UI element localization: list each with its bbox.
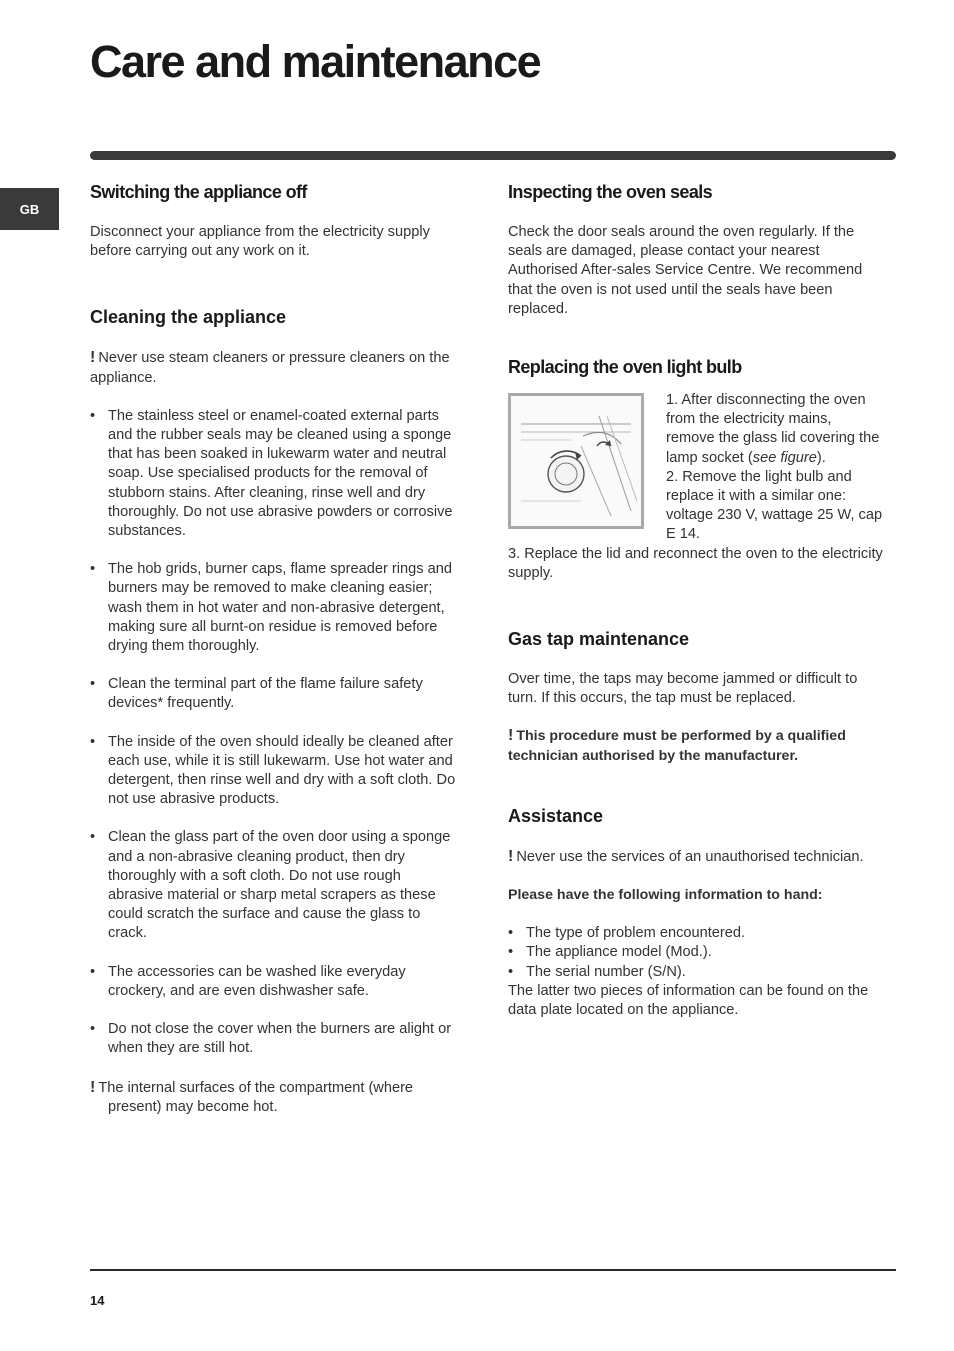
- gas-warning: ! This procedure must be performed by a qualified technician authorised by the manufacturer.: [508, 727, 846, 764]
- bullet-icon: •: [90, 829, 96, 846]
- info-heading: Please have the following information to hand:: [508, 887, 823, 904]
- list-item: • The appliance model (Mod.).: [508, 943, 884, 962]
- lamp-socket-icon: [511, 396, 641, 526]
- compartment-warning: ! The internal surfaces of the compartment (where present) may become hot.: [90, 1078, 414, 1115]
- cleaning-bullet: • The stainless steel or enamel-coated external parts and the rubber seals may be cleaned using a sponge that has been soaked in lukewarm water and neutral soap. Use specialised products for the removal of stubborn stains. After cleaning, rinse well and dry thoroughly. Do not use abrasive powders or corrosive substances.: [90, 407, 453, 540]
- bullet-icon: •: [90, 561, 96, 578]
- bullet-icon: •: [90, 1021, 96, 1038]
- bullet-icon: •: [508, 925, 514, 942]
- list-item: • The serial number (S/N).: [508, 963, 884, 982]
- bulb-step-2: 2. Remove the light bulb and replace it with a similar one: voltage 230 V, wattage 25 W, cap E 14.: [666, 468, 883, 543]
- cleaning-bullet: • The inside of the oven should ideally be cleaned after each use, while it is still lukewarm. Use hot water and detergent, then rinse well and dry with a soft cloth. Do not use abrasive products.: [90, 733, 456, 808]
- bulb-step-1: 1. After disconnecting the oven from the electricity mains, remove the glass lid covering the lamp socket (see figure).: [666, 392, 880, 466]
- warning-mark: !: [508, 847, 514, 865]
- language-tab: GB: [0, 188, 59, 230]
- page-number: 14: [90, 1293, 105, 1308]
- bottom-divider: [90, 1269, 896, 1271]
- bullet-icon: •: [508, 944, 514, 961]
- list-item: • The type of problem encountered.: [508, 924, 884, 943]
- switching-heading: Switching the appliance off: [90, 182, 307, 202]
- warning-mark: !: [90, 1078, 96, 1096]
- cleaning-bullet: • Clean the terminal part of the flame failure safety devices* frequently.: [90, 676, 423, 712]
- cleaning-bullet: • The accessories can be washed like everyday crockery, and are even dishwasher safe.: [90, 963, 406, 999]
- right-column: [508, 180, 884, 1020]
- cleaning-bullet: • The hob grids, burner caps, flame spreader rings and burners may be removed to make cleaning easier; wash them in hot water and non-abrasive detergent, making sure all burnt-on residue is removed before drying them thoroughly.: [90, 561, 452, 655]
- cleaning-bullet: • Clean the glass part of the oven door using a sponge and a non-abrasive cleaning product, then dry thoroughly with a soft cloth. Do not use rough abrasive material or sharp metal scrapers as these could scratch the surface and cause the glass to crack.: [90, 829, 451, 942]
- switching-text: Disconnect your appliance from the electricity supply before carrying out any work on it.: [90, 224, 430, 260]
- bullet-icon: •: [90, 676, 96, 693]
- gas-heading: Gas tap maintenance: [508, 629, 690, 650]
- bulb-instructions: [508, 391, 884, 545]
- bullet-icon: •: [90, 963, 96, 980]
- cleaning-warning: ! Never use steam cleaners or pressure cleaners on the appliance.: [90, 349, 450, 386]
- info-list: [508, 924, 884, 982]
- warning-mark: !: [508, 727, 514, 745]
- cleaning-heading: Cleaning the appliance: [90, 307, 287, 328]
- page-title: Care and maintenance: [90, 36, 541, 87]
- bullet-icon: •: [90, 407, 96, 424]
- bullet-icon: •: [508, 963, 514, 980]
- warning-mark: !: [90, 349, 96, 367]
- assistance-footer-text: The latter two pieces of information can be found on the data plate located on the appliance.: [508, 982, 869, 1019]
- seals-heading: Inspecting the oven seals: [508, 182, 713, 202]
- cleaning-bullet: • Do not close the cover when the burners are alight or when they are still hot.: [90, 1021, 452, 1057]
- assistance-heading: Assistance: [508, 805, 604, 826]
- top-divider: [90, 151, 896, 160]
- seals-text: Check the door seals around the oven regularly. If the seals are damaged, please contact your nearest Authorised After-sales Service Centre. We recommend that the oven is not used until the seals have been replaced.: [508, 224, 863, 317]
- lamp-socket-figure: [508, 393, 644, 529]
- left-column: [90, 180, 460, 1117]
- gas-text: Over time, the taps may become jammed or difficult to turn. If this occurs, the tap must be replaced.: [508, 671, 858, 707]
- bulb-heading: Replacing the oven light bulb: [508, 357, 742, 378]
- bullet-icon: •: [90, 733, 96, 750]
- bulb-step-3: 3. Replace the lid and reconnect the oven to the electricity supply.: [508, 545, 883, 581]
- assistance-warning: ! Never use the services of an unauthorised technician.: [508, 847, 864, 865]
